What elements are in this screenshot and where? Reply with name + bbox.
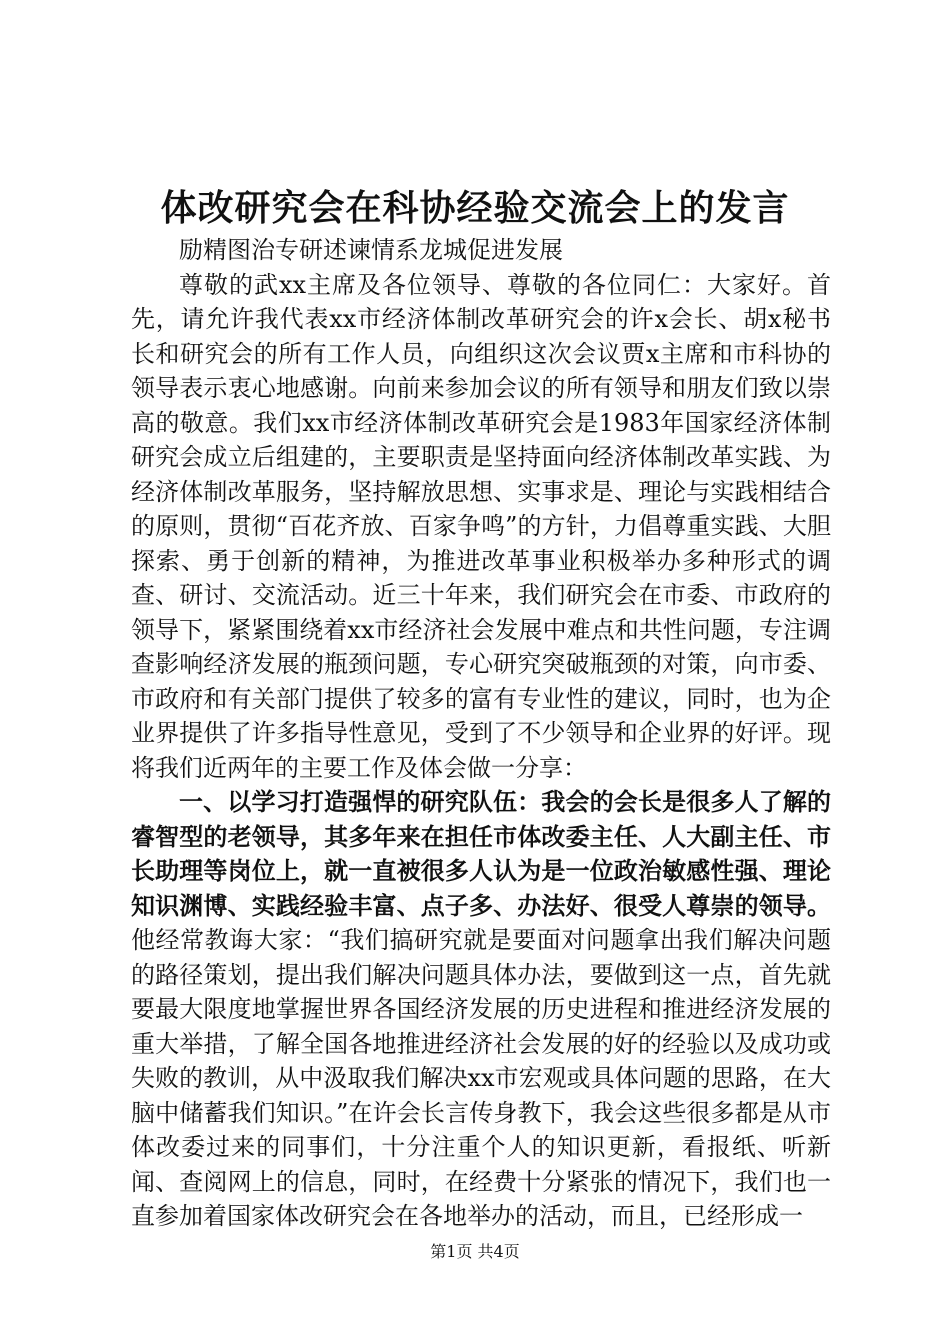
paragraph-section-one: [131, 785, 831, 1234]
section-one-heading: 一、以学习打造强悍的研究队伍：我会的会长是很多人了解的睿智型的老领导，其多年来在担任市体改委主任、人大副主任、市长助理等岗位上，就一直被很多人认为是一位政治敏感性强、理论知识渊博、实践经验丰富、点子多、办法好、很受人尊崇的领导。: [131, 787, 831, 920]
page-number-footer: 第1页 共4页: [430, 1242, 520, 1261]
document-body: [131, 233, 831, 1234]
subtitle-line: 励精图治专研述谏情系龙城促进发展: [179, 236, 563, 264]
paragraph-greeting: 尊敬的武xx主席及各位领导、尊敬的各位同仁：大家好。首先，请允许我代表xx市经济体制改革研究会的许x会长、胡x秘书长和研究会的所有工作人员，向组织这次会议贾x主席和市科协的领导表示衷心地感谢。向前来参加会议的所有领导和朋友们致以崇高的敬意。我们xx市经济体制改革研究会是1983年国家经济体制研究会成立后组建的，主要职责是坚持面向经济体制改革实践、为经济体制改革服务，坚持解放思想、实事求是、理论与实践相结合的原则，贯彻“百花齐放、百家争鸣”的方针，力倡尊重实践、大胆探索、勇于创新的精神，为推进改革事业积极举办多种形式的调查、研讨、交流活动。近三十年来，我们研究会在市委、市政府的领导下，紧紧围绕着xx市经济社会发展中难点和共性问题，专注调查影响经济发展的瓶颈问题，专心研究突破瓶颈的对策，向市委、市政府和有关部门提供了较多的富有专业性的建议，同时，也为企业界提供了许多指导性意见，受到了不少领导和企业界的好评。现将我们近两年的主要工作及体会做一分享：: [131, 270, 831, 782]
document-title: 体改研究会在科协经验交流会上的发言: [160, 187, 790, 229]
section-one-text: 他经常教诲大家：“我们搞研究就是要面对问题拿出我们解决问题的路径策划，提出我们解决问题具体办法，要做到这一点，首先就要最大限度地掌握世界各国经济发展的历史进程和推进经济发展的重大举措，了解全国各地推进经济社会发展的好的经验以及成功或失败的教训，从中汲取我们解决xx市宏观或具体问题的思路，在大脑中储蓄我们知识。”在许会长言传身教下，我会这些很多都是从市体改委过来的同事们，十分注重个人的知识更新，看报纸、听新闻、查阅网上的信息，同时，在经费十分紧张的情况下，我们也一直参加着国家体改研究会在各地举办的活动，而且，已经形成一: [131, 926, 831, 1230]
